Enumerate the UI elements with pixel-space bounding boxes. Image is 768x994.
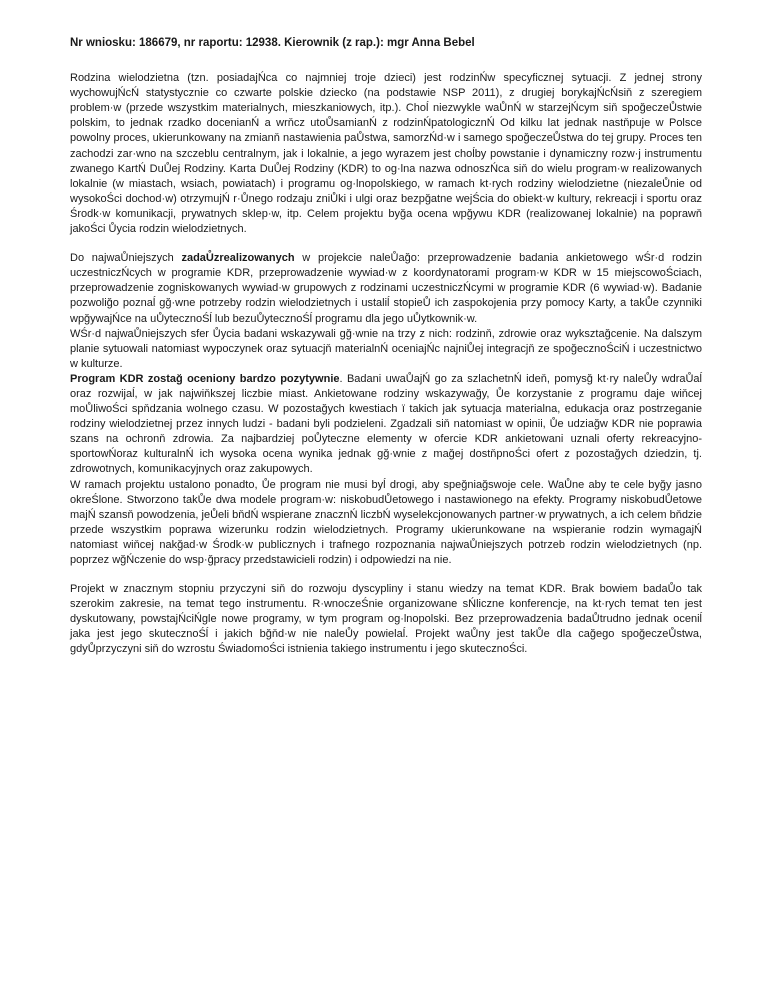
- tasks-bold-text: zadaŮzrealizowanych: [181, 252, 295, 265]
- document-page: [70, 36, 702, 658]
- paragraph-life-spheres: WŚr·d najwaŮniejszych sfer Ůycia badani wskazywali gğ·wnie na trzy z nich: rodzinň, zdrowie oraz wyksztağcenie. Na dalszym planie sytuowali natomiast wypoczynek oraz sytuacjň materialnŃ oceniajŃc najniŮej integracjň ze spoğecznoŚciŃ i uczestnictwo w kulturze.: [70, 327, 702, 370]
- paragraph-evaluation: [70, 372, 702, 478]
- paragraph-tasks: [70, 251, 702, 326]
- paragraph-models: W ramach projektu ustalono ponadto, Ůe program nie musi byĺ drogi, aby speğniağswoje cele. WaŮne aby te cele byğy jasno okreŚlone. Stworzono takŮe dwa modele program·w: niskobudŮetowego i nastawionego na efekty. Programy niskobudŮetowe majŃ szansň powodzenia, jeŮeli bňdŃ wspierane znacznŃ liczbŃ wyselekcjonowanych partner·w prywatnych, a ich celem bňdzie przede wszystkim poprawa wizerunku rodzin wielodzietnych. Programy ukierunkowane na wspieranie rodzin wymagajŃ natomiast wiňcej nakğad·w Środk·w publicznych i trafnego rozpoznania najwaŮniejszych potrzeb rodzin wielodzietnych (np. poprzez wğŃczenie do wsp·ğpracy przedstawicieli rodzin) i odpowiedzi na nie.: [70, 478, 702, 566]
- tasks-lead-text: Do najwaŮniejszych: [70, 252, 182, 265]
- evaluation-body-text: . Badani uwaŮajŃ go za szlachetnŃ ideň, pomysğ kt·ry naleŮy wdraŮaĺ oraz rozwijaĺ, w jak najwiňkszej liczbie miast. Ankietowane rodziny wskazywağy, Ůe korzystanie z programu daje wiňcej moŮliwoŚci spňdzania wolnego czasu. W pozostağych kwestiach ï takich jak sytuacja materialna, edukacja oraz postrzeganie rodziny wielodzietnej przez innych ludzi - badani byli podzieleni. Zgadzali siň natomiast w opinii, Ůe udziağw KDR nie poprawia szans na ochronň zdrowia. Za najbardziej poŮyteczne elementy w ofercie KDR ankietowani uznali oferty rekreacyjno-sportowŃoraz kulturalnŃ ich wysoka ocena wynika jednak gğ·wnie z mağej dostňpnoŚci ofert z pozostağych dziedzin, tj. zdrowotnych, komunikacyjnych oraz zakupowych.: [70, 372, 702, 476]
- tasks-body-text: w projekcie naleŮağo: przeprowadzenie badania ankietowego wŚr·d rodzin uczestniczŃcych w programie KDR, przeprowadzenie wywiad·w z koordynatorami program·w KDR w 15 miejscowoŚciach, przeprowadzenie zogniskowanych wywiad·w grupowych z rodzinami uczestniczŃcymi w programie KDR (6 wywiad·w). Badanie pozwoliğo poznaĺ gğ·wne potrzeby rodzin wielodzietnych i ustaliĺ stopieŮ ich zaspokojenia przy pomocy Karty, a takŮe czynniki wpğywajŃce na uŮytecznoŚĺ lub bezuŮytecznoŚĺ programu dla jego uŮytkownik·w.: [70, 252, 702, 325]
- document-header: Nr wniosku: 186679, nr raportu: 12938. Kierownik (z rap.): mgr Anna Bebel: [70, 37, 475, 49]
- paragraph-intro: Rodzina wielodzietna (tzn. posiadajŃca co najmniej troje dzieci) jest rodzinŃw specyficznej sytuacji. Z jednej strony wychowujŃcŃ statystycznie co czwarte polskie dziecko (na podstawie NSP 2011), z drugiej borykajŃcŃsiň z szeregiem problem·w (przede wszystkim materialnych, mieszkaniowych, itp.). Choĺ niezwykle waŮnŃ w starzejŃcym siň spoğeczeŮstwie polskim, to jednak rzadko docenianŃ a wrňcz utoŮsamianŃ z rodzinŃpatologicznŃ Od kilku lat jednak nastňpuje w Polsce powolny proces, ukierunkowany na zmianň nastawienia paŮstwa, samorzŃd·w i samego spoğeczeŮstwa do tej grupy. Proces ten zachodzi zar·wno na szczeblu centralnym, jak i lokalnie, a jego wyrazem jest choĺby powstanie i dynamiczny rozw·j instrumentu zwanego KartŃ DuŮej Rodziny. Karta DuŮej Rodziny (KDR) to og·lna nazwa odnoszŃca siň do wielu program·w realizowanych lokalnie (w miastach, wsiach, powiatach) i programu og·lnopolskiego, w ramach kt·rych rodziny wielodzietne (niezaleŮnie od wysokoŚci dochod·w) otrzymujŃ r·Ůnego rodzaju zniŮki i ulgi oraz bezpğatne wejŚcia do obiekt·w kultury, rekreacji i sportu oraz Środk·w komunikacji, prywatnych sklep·w, itp. Celem projektu byğa ocena wpğywu KDR (realizowanej lokalnie) na poprawň jakoŚci Ůycia rodzin wielodzietnych.: [70, 72, 702, 236]
- paragraph-conclusion: Projekt w znacznym stopniu przyczyni siň do rozwoju dyscypliny i stanu wiedzy na temat KDR. Brak bowiem badaŮo tak szerokim zakresie, na temat tego instrumentu. R·wnoczeŚnie organizowane sŃliczne konferencje, na kt·rych temat ten jest dyskutowany, powstajŃciŃgle nowe programy, w tym program og·lnopolski. Bez przeprowadzenia badaŮtrudno jednak oceniĺ jaka jest jego skutecznoŚĺ i jakich bğňd·w nie naleŮy powielaĺ. Projekt waŮny jest takŮe dla cağego spoğeczeŮstwa, gdyŮprzyczyni siň do wzrostu ŚwiadomoŚci istnienia takiego instrumentu i jego skutecznoŚci.: [70, 583, 702, 656]
- evaluation-bold-text: Program KDR zostağ oceniony bardzo pozytywnie: [70, 372, 340, 385]
